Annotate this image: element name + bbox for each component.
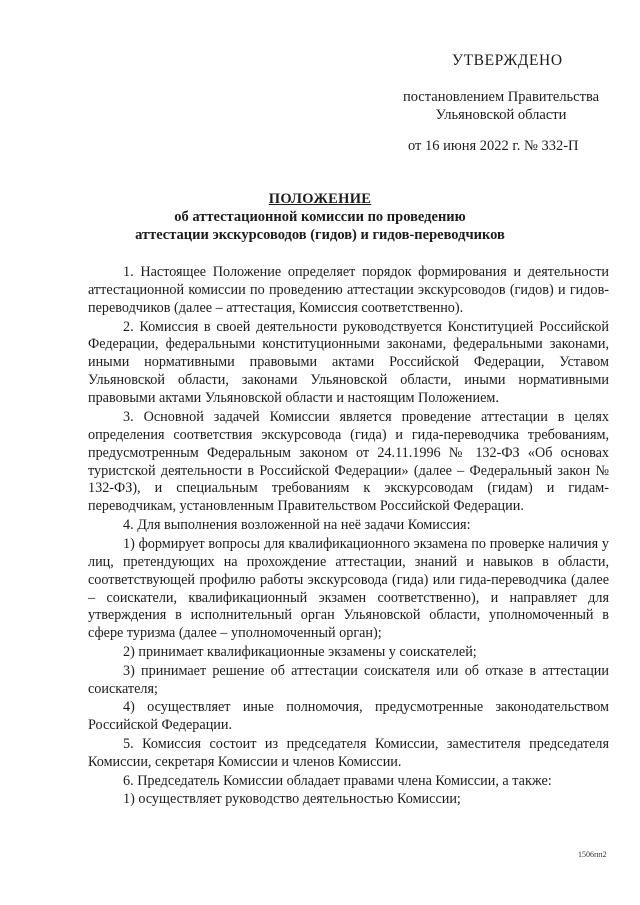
paragraph-1: 1. Настоящее Положение определяет порядок формирования и деятельности аттестационной комиссии по проведению аттестации экскурсоводов (гидов) и гидов-переводчиков (далее – аттестация, Комиссия соответственно). [88, 264, 609, 316]
paragraph-6-item-1: 1) осуществляет руководство деятельностью Комиссии; [123, 791, 461, 808]
title-line-2: об аттестационной комиссии по проведению [174, 209, 466, 225]
paragraph-3: 3. Основной задачей Комиссии является проведение аттестации в целях определения соответствия экскурсовода (гида) и гида-переводчика требованиям, предусмотренным Федеральным законом от 24.11.1996 № 132-ФЗ «Об основах туристской деятельности в Российской Федерации» (далее – Федеральный закон № 132-ФЗ), и специальным требованиям к экскурсоводам (гидам) и гидам-переводчикам, установленным Правительством Российской Федерации. [88, 408, 609, 515]
paragraph-4-item-2: 2) принимает квалификационные экзамены у соискателей; [123, 644, 477, 661]
document-title [120, 190, 520, 244]
paragraph-5: 5. Комиссия состоит из председателя Комиссии, заместителя председателя Комиссии, секретаря Комиссии и членов Комиссии. [88, 735, 609, 770]
paragraph-4: 4. Для выполнения возложенной на неё задачи Комиссия: [123, 517, 471, 534]
title-line-1: ПОЛОЖЕНИЕ [268, 191, 372, 207]
title-line-3: аттестации экскурсоводов (гидов) и гидов-переводчиков [135, 227, 505, 243]
document-body [88, 264, 609, 810]
document-code: 1506пп2 [578, 850, 607, 859]
paragraph-6: 6. Председатель Комиссии обладает правами члена Комиссии, а также: [123, 772, 552, 789]
paragraph-4-item-1: 1) формирует вопросы для квалификационного экзамена по проверке наличия у лиц, претендующих на прохождение аттестации, знаний и навыков в области, соответствующей профилю работы экскурсовода (гида) или гида-переводчика (далее – соискатели, квалификационный экзамен соответственно), и направляет для утверждения в исполнительный орган Ульяновской области, уполномоченный в сфере туризма (далее – уполномоченный орган); [88, 535, 609, 642]
paragraph-4-item-3: 3) принимает решение об аттестации соискателя или об отказе в аттестации соискателя; [88, 662, 609, 697]
approval-authority-line1: постановлением Правительства [402, 89, 600, 105]
approval-stamp-heading: УТВЕРЖДЕНО [452, 52, 563, 69]
paragraph-4-item-4: 4) осуществляет иные полномочия, предусмотренные законодательством Российской Федерации. [88, 699, 609, 734]
paragraph-2: 2. Комиссия в своей деятельности руководствуется Конституцией Российской Федерации, федеральными конституционными законами, федеральными законами, иными нормативными правовыми актами Российской Федерации, Уставом Ульяновской области, законами Ульяновской области, иными нормативными правовыми актами Ульяновской области и настоящим Положением. [88, 318, 609, 407]
decree-date: от 16 июня 2022 г. № 332-П [408, 138, 579, 154]
approval-authority-line2: Ульяновской области [435, 107, 567, 123]
approval-authority [396, 88, 606, 124]
